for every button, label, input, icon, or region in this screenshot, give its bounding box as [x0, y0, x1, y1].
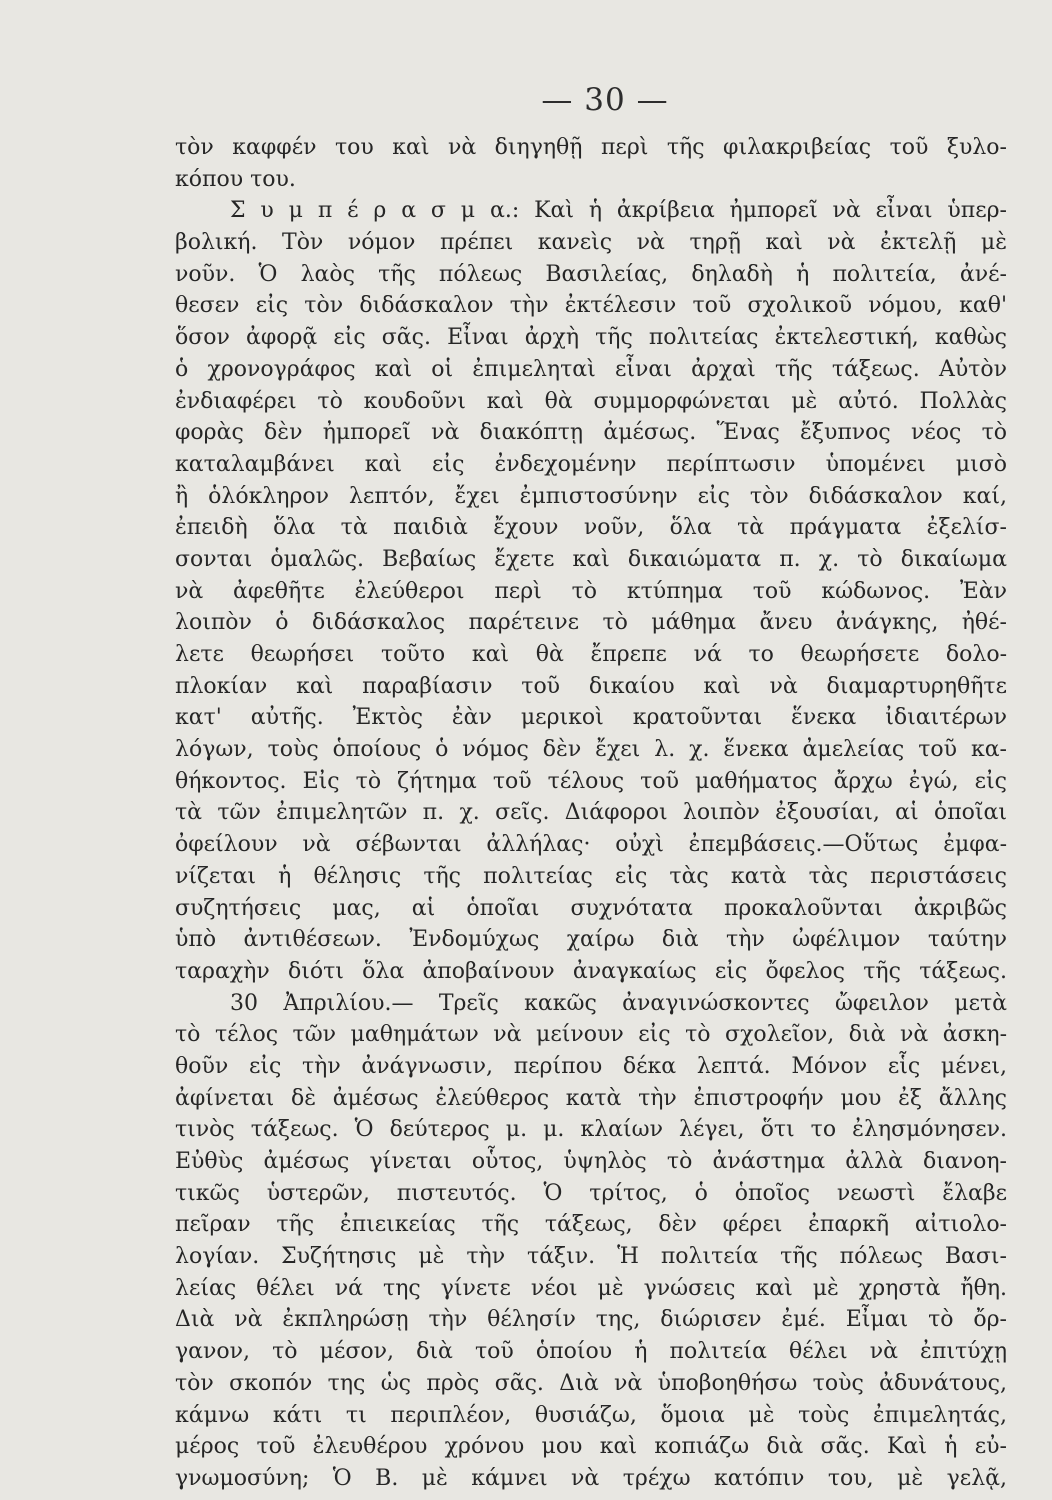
text-line: ὀφείλουν νὰ σέβωνται ἀλλήλας· οὐχὶ ἐπεμβάσεις.—Οὕτως ἐμφα-: [175, 832, 1007, 858]
text-line: ταραχὴν διότι ὅλα ἀποβαίνουν ἀναγκαίως εἰς ὄφελος τῆς τάξεως.: [175, 958, 1007, 984]
text-line: ἐνδιαφέρει τὸ κουδοῦνι καὶ θὰ συμμορφώνεται μὲ αὐτό. Πολλὰς: [175, 388, 1007, 414]
text-line: Σ υ μ π έ ρ α σ μ α.: Καὶ ἡ ἀκρίβεια ἠμπορεῖ νὰ εἶναι ὑπερ-: [230, 198, 1007, 224]
text-line: τινὸς τάξεως. Ὁ δεύτερος μ. μ. κλαίων λέγει, ὅτι το ἐλησμόνησεν.: [175, 1117, 1007, 1143]
text-line: λογίαν. Συζήτησις μὲ τὴν τάξιν. Ἡ πολιτεία τῆς πόλεως Βασι-: [175, 1244, 1007, 1270]
text-line: λοιπὸν ὁ διδάσκαλος παρέτεινε τὸ μάθημα ἄνευ ἀνάγκης, ἠθέ-: [175, 610, 1007, 636]
page-number: — 30 —: [541, 82, 669, 118]
text-line: συζητήσεις μας, αἱ ὁποῖαι συχνότατα προκαλοῦνται ἀκριβῶς: [175, 895, 1007, 921]
text-line: τικῶς ὑστερῶν, πιστευτός. Ὁ τρίτος, ὁ ὁποῖος νεωστὶ ἔλαβε: [175, 1180, 1007, 1206]
text-line: θήκοντος. Εἰς τὸ ζήτημα τοῦ τέλους τοῦ μαθήματος ἄρχω ἐγώ, εἰς: [175, 768, 1007, 794]
text-line: Εὐθὺς ἀμέσως γίνεται οὗτος, ὑψηλὸς τὸ ἀνάστημα ἀλλὰ διανοη-: [175, 1149, 1007, 1174]
text-line: κόπου του.: [175, 166, 296, 192]
text-line: κάμνω κάτι τι περιπλέον, θυσιάζω, ὅμοια μὲ τοὺς ἐπιμελητάς,: [175, 1402, 1007, 1428]
text-line: ἐπειδὴ ὅλα τὰ παιδιὰ ἔχουν νοῦν, ὅλα τὰ πράγματα ἐξελίσ-: [175, 515, 1007, 541]
text-line: 30 Ἀπριλίου.— Τρεῖς κακῶς ἀναγινώσκοντες ὤφειλον μετὰ: [230, 990, 1007, 1016]
text-line: ἀφίνεται δὲ ἀμέσως ἐλεύθερος κατὰ τὴν ἐπιστροφήν μου ἐξ ἄλλης: [175, 1085, 1007, 1111]
text-line: πεῖραν τῆς ἐπιεικείας τῆς τάξεως, δὲν φέρει ἐπαρκῆ αἰτιολο-: [175, 1212, 1007, 1238]
text-line: κατ' αὐτῆς. Ἐκτὸς ἐὰν μερικοὶ κρατοῦνται ἕνεκα ἰδιαιτέρων: [175, 705, 1007, 731]
text-line: λετε θεωρήσει τοῦτο καὶ θὰ ἔπρεπε νά το θεωρήσετε δολο-: [175, 642, 1007, 667]
text-line: βολική. Τὸν νόμον πρέπει κανεὶς νὰ τηρῇ καὶ νὰ ἐκτελῇ μὲ: [175, 230, 1007, 256]
text-line: πλοκίαν καὶ παραβίασιν τοῦ δικαίου καὶ νὰ διαμαρτυρηθῆτε: [175, 673, 1007, 699]
text-line: φορὰς δὲν ἠμπορεῖ νὰ διακόπτῃ ἀμέσως. Ἕνας ἔξυπνος νέος τὸ: [175, 420, 1007, 446]
text-line: νοῦν. Ὁ λαὸς τῆς πόλεως Βασιλείας, δηλαδὴ ἡ πολιτεία, ἀνέ-: [175, 261, 1007, 287]
text-line: νίζεται ἡ θέλησις τῆς πολιτείας εἰς τὰς κατὰ τὰς περιστάσεις: [175, 863, 1007, 889]
text-line: γνωμοσύνη; Ὁ Β. μὲ κάμνει νὰ τρέχω κατόπιν του, μὲ γελᾷ,: [175, 1465, 1007, 1491]
text-line: λείας θέλει νά της γίνετε νέοι μὲ γνώσεις καὶ μὲ χρηστὰ ἤθη.: [175, 1275, 1007, 1301]
text-line: καταλαμβάνει καὶ εἰς ἐνδεχομένην περίπτωσιν ὑπομένει μισὸ: [175, 451, 1007, 477]
text-line: τὸν καφφέν του καὶ νὰ διηγηθῇ περὶ τῆς φιλακριβείας τοῦ ξυλο-: [175, 135, 1007, 160]
text-line: θεσεν εἰς τὸν διδάσκαλον τὴν ἐκτέλεσιν τοῦ σχολικοῦ νόμου, καθ': [175, 293, 1007, 319]
text-line: σονται ὁμαλῶς. Βεβαίως ἔχετε καὶ δικαιώματα π. χ. τὸ δικαίωμα: [175, 546, 1007, 572]
text-line: τὸν σκοπόν της ὡς πρὸς σᾶς. Διὰ νὰ ὑποβοηθήσω τοὺς ἀδυνάτους,: [175, 1370, 1007, 1396]
text-line: Διὰ νὰ ἐκπληρώσῃ τὴν θέλησίν της, διώρισεν ἐμέ. Εἶμαι τὸ ὄρ-: [175, 1307, 1007, 1333]
text-line: μέρος τοῦ ἐλευθέρου χρόνου μου καὶ κοπιάζω διὰ σᾶς. Καὶ ἡ εὐ-: [175, 1434, 1007, 1460]
text-line: θοῦν εἰς τὴν ἀνάγνωσιν, περίπου δέκα λεπτά. Μόνον εἷς μένει,: [175, 1053, 1007, 1079]
body-text: [175, 132, 1007, 1495]
text-line: ἢ ὁλόκληρον λεπτόν, ἔχει ἐμπιστοσύνην εἰς τὸν διδάσκαλον καί,: [175, 483, 1007, 509]
text-line: ὅσον ἀφορᾷ εἰς σᾶς. Εἶναι ἀρχὴ τῆς πολιτείας ἐκτελεστική, καθὼς: [175, 325, 1007, 351]
text-line: τὰ τῶν ἐπιμελητῶν π. χ. σεῖς. Διάφοροι λοιπὸν ἐξουσίαι, αἱ ὁποῖαι: [175, 800, 1007, 826]
text-line: νὰ ἀφεθῆτε ἐλεύθεροι περὶ τὸ κτύπημα τοῦ κώδωνος. Ἐὰν: [175, 578, 1007, 604]
text-line: ὑπὸ ἀντιθέσεων. Ἐνδομύχως χαίρω διὰ τὴν ὠφέλιμον ταύτην: [175, 927, 1007, 953]
text-line: γανον, τὸ μέσον, διὰ τοῦ ὁποίου ἡ πολιτεία θέλει νὰ ἐπιτύχῃ: [175, 1339, 1007, 1365]
text-line: λόγων, τοὺς ὁποίους ὁ νόμος δὲν ἔχει λ. χ. ἕνεκα ἀμελείας τοῦ κα-: [175, 737, 1007, 763]
text-line: ὁ χρονογράφος καὶ οἱ ἐπιμεληταὶ εἶναι ἀρχαὶ τῆς τάξεως. Αὐτὸν: [175, 356, 1007, 382]
text-line: τὸ τέλος τῶν μαθημάτων νὰ μείνουν εἰς τὸ σχολεῖον, διὰ νὰ ἀσκη-: [175, 1022, 1007, 1048]
